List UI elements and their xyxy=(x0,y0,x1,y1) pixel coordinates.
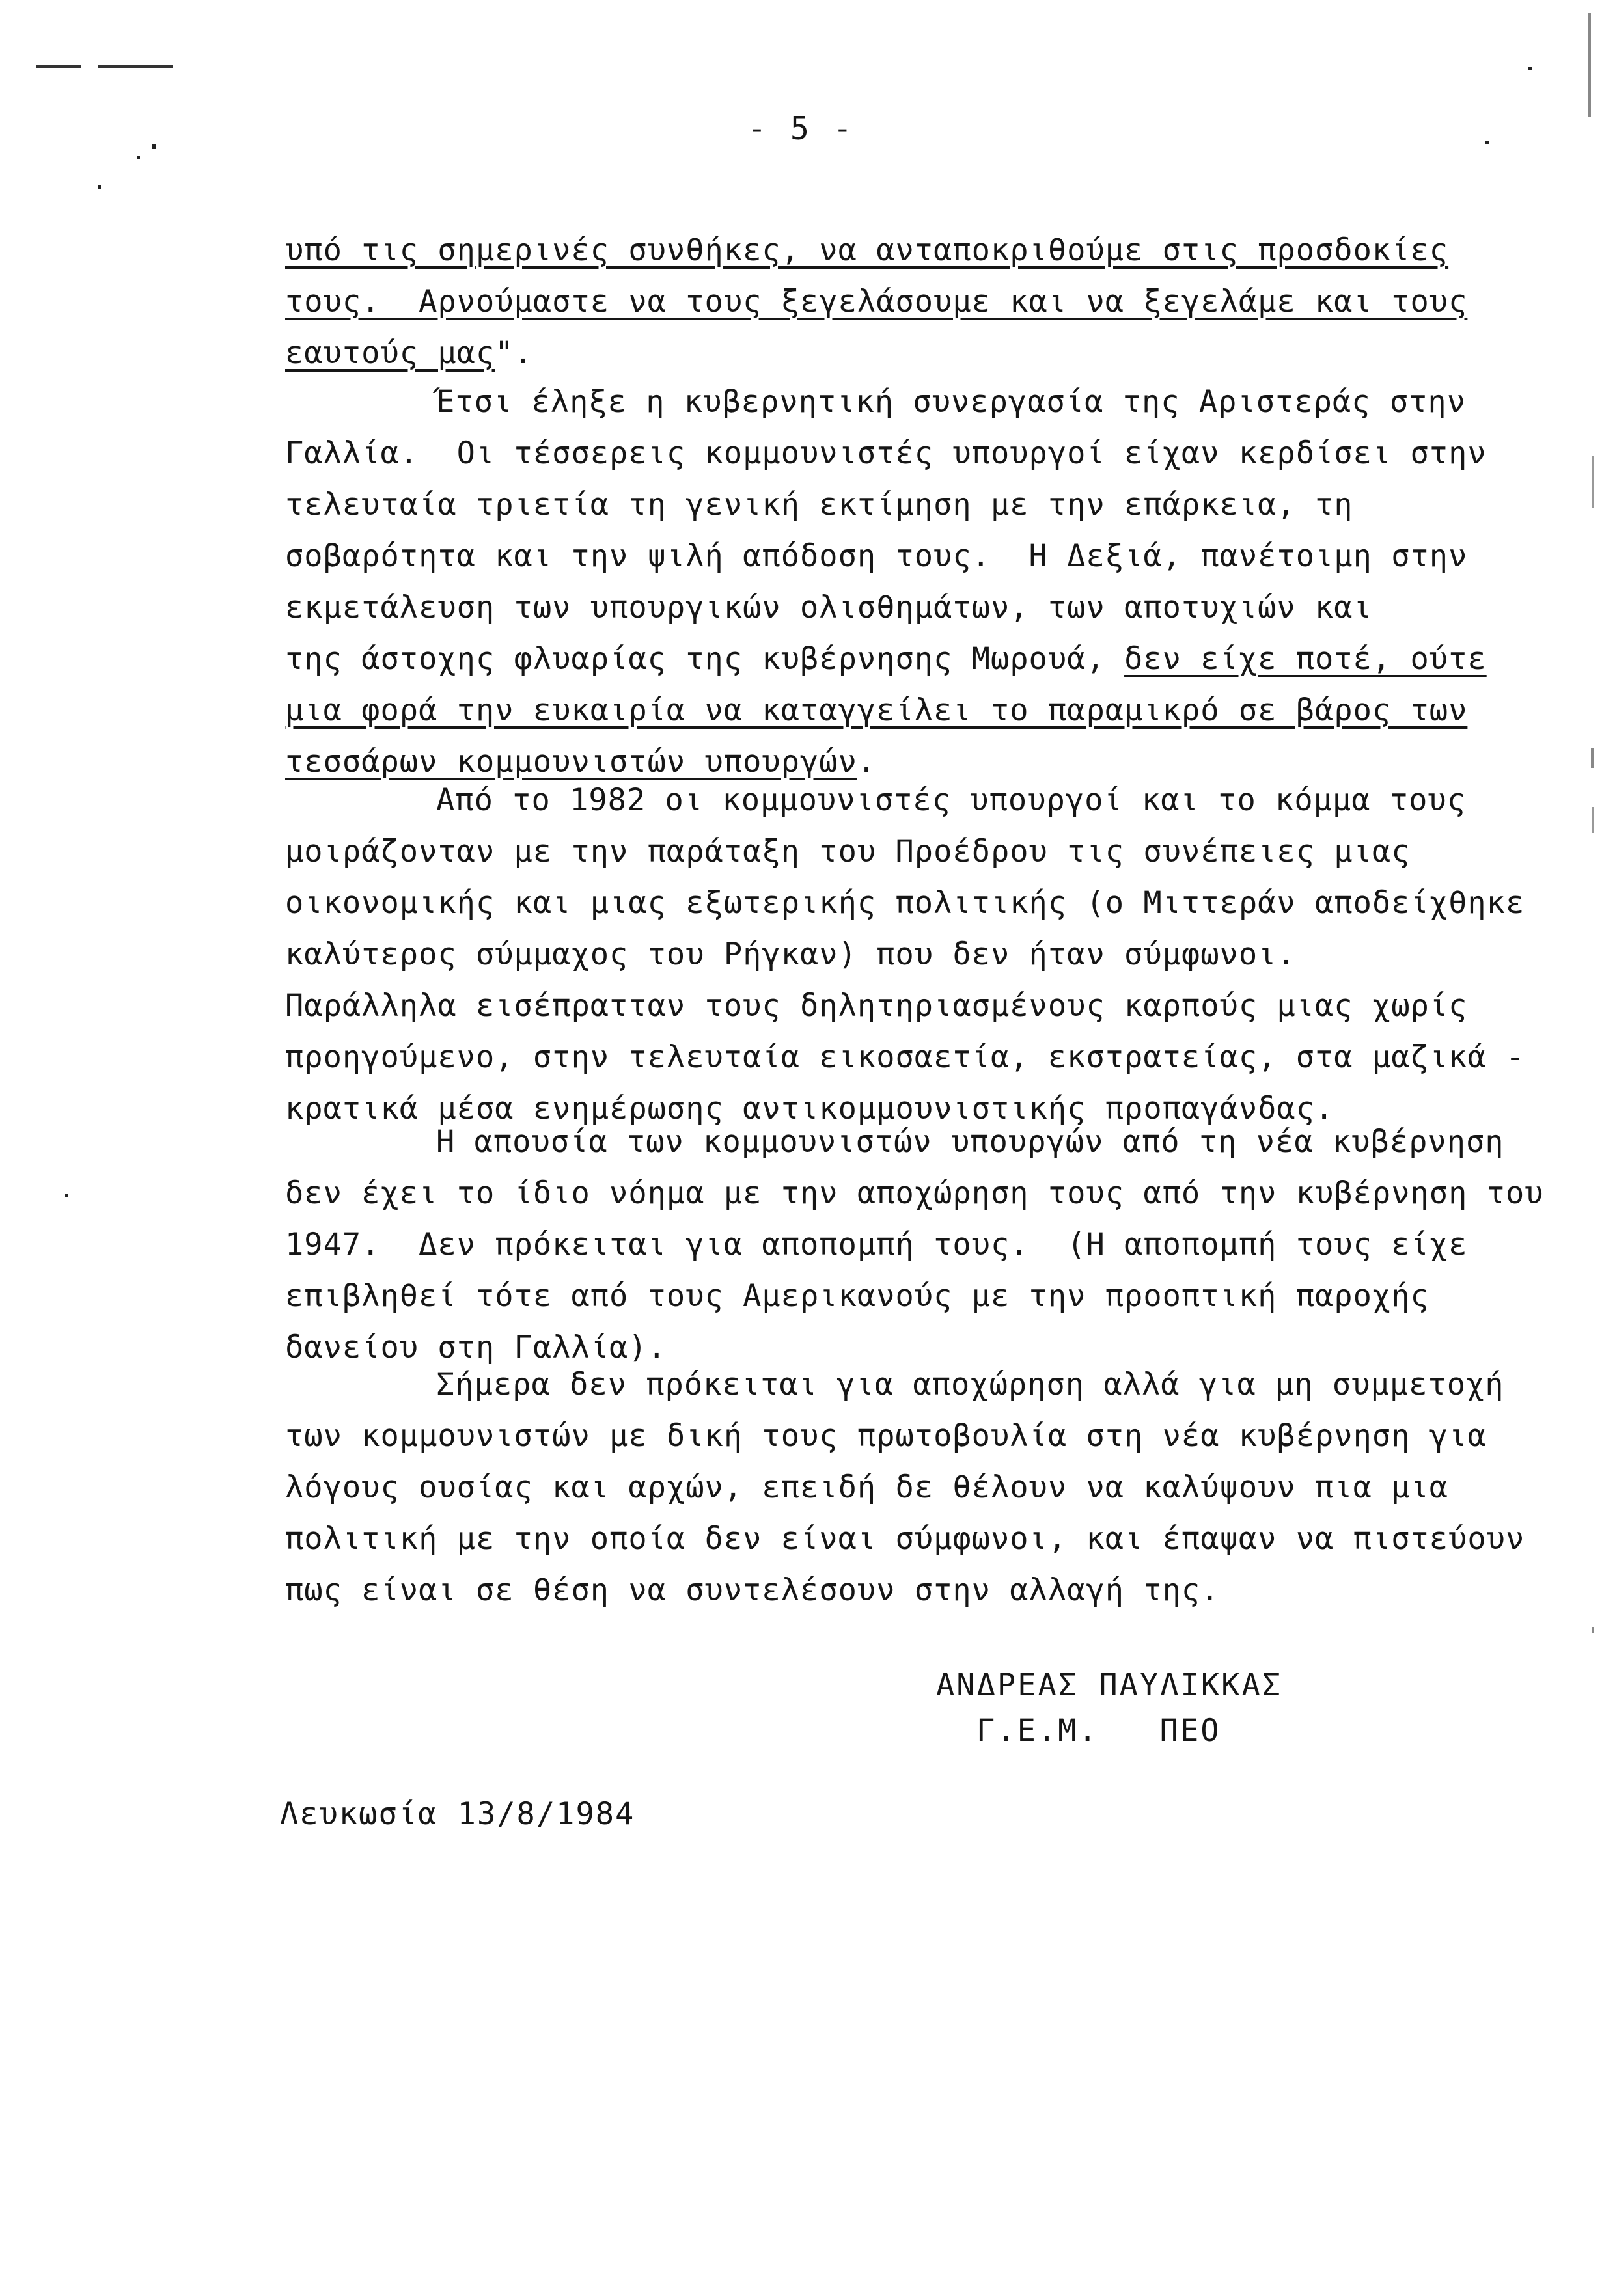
scan-mark xyxy=(65,1194,68,1197)
text-fragment: . xyxy=(857,744,877,780)
text-line: Έτσι έληξε η κυβερνητική συνεργασία της Αριστεράς στην xyxy=(436,384,1467,420)
text-line: καλύτερος σύμμαχος του Ρήγκαν) που δεν ήταν σύμφωνοι. xyxy=(285,936,1296,972)
underlined-text: μια φορά την ευκαιρία να καταγγείλει το παραμικρό σε βάρος των xyxy=(285,692,1468,728)
text-line: δανείου στη Γαλλία). xyxy=(285,1330,667,1365)
signature-title: Γ.Ε.Μ. ΠΕΟ xyxy=(976,1713,1221,1749)
text-line: Γαλλία. Οι τέσσερεις κομμουνιστές υπουργοί είχαν κερδίσει στην xyxy=(285,435,1487,471)
text-line: λόγους ουσίας και αρχών, επειδή δε θέλουν να καλύψουν πια μια xyxy=(285,1469,1449,1505)
scan-mark xyxy=(1588,13,1591,117)
scan-mark xyxy=(1485,141,1489,144)
text-line: Παράλληλα εισέπρατταν τους δηλητηριασμένους καρπούς μιας χωρίς xyxy=(285,988,1468,1024)
text-line: εκμετάλευση των υπουργικών ολισθημάτων, των αποτυχιών και xyxy=(285,590,1372,625)
paragraph-4 xyxy=(285,1359,1574,1616)
text-fragment: ". xyxy=(495,335,533,371)
scan-mark xyxy=(137,156,140,159)
scan-mark xyxy=(1591,748,1594,768)
text-line xyxy=(285,276,1574,327)
underlined-text: τεσσάρων κομμουνιστών υπουργών xyxy=(285,744,857,780)
text-line: μοιράζονταν με την παράταξη του Προέδρου τις συνέπειες μιας xyxy=(285,834,1411,869)
scan-mark xyxy=(1592,807,1594,833)
underlined-text: δεν είχε ποτέ, ούτε xyxy=(1124,641,1487,677)
paragraph-2 xyxy=(285,774,1574,1134)
scan-mark xyxy=(1592,456,1594,508)
text-line: Η απουσία των κομμουνιστών υπουργών από τη νέα κυβέρνηση xyxy=(436,1124,1504,1160)
page-number: - 5 - xyxy=(747,111,855,147)
underlined-text: εαυτούς μας xyxy=(285,335,495,371)
text-line xyxy=(285,327,1574,379)
scan-mark xyxy=(1592,1627,1594,1633)
scan-mark xyxy=(152,144,156,149)
underlined-text: τους. Αρνούμαστε να τους ξεγελάσουμε και να ξεγελάμε και τους xyxy=(285,284,1468,320)
text-line: Από το 1982 οι κομμουνιστές υπουργοί και το κόμμα τους xyxy=(436,782,1467,818)
signature-name: ΑΝΔΡΕΑΣ ΠΑΥΛΙΚΚΑΣ xyxy=(936,1667,1283,1703)
place-date: Λευκωσία 13/8/1984 xyxy=(280,1796,635,1832)
underlined-text: υπό τις σημερινές συνθήκες, να ανταποκριθούμε στις προσδοκίες xyxy=(285,232,1449,268)
text-line: οικονομικής και μιας εξωτερικής πολιτικής (ο Μιττεράν αποδείχθηκε xyxy=(285,885,1525,921)
text-line: τελευταία τριετία τη γενική εκτίμηση με την επάρκεια, τη xyxy=(285,487,1353,523)
text-line xyxy=(285,633,1574,685)
text-line: πολιτική με την οποία δεν είναι σύμφωνοι, και έπαψαν να πιστεύουν xyxy=(285,1521,1525,1557)
text-line xyxy=(285,685,1574,736)
text-line: Σήμερα δεν πρόκειται για αποχώρηση αλλά για μη συμμετοχή xyxy=(436,1367,1504,1402)
paragraph-3 xyxy=(285,1116,1574,1373)
text-line: κρατικά μέσα ενημέρωσης αντικομμουνιστικής προπαγάνδας. xyxy=(285,1091,1334,1127)
scan-mark xyxy=(36,65,81,68)
text-line xyxy=(285,225,1574,276)
paragraph-1 xyxy=(285,376,1574,787)
scan-mark xyxy=(98,65,173,68)
text-line: των κομμουνιστών με δική τους πρωτοβουλία στη νέα κυβέρνηση για xyxy=(285,1418,1487,1454)
text-line: πως είναι σε θέση να συντελέσουν στην αλλαγή της. xyxy=(285,1572,1220,1608)
text-line: δεν έχει το ίδιο νόημα με την αποχώρηση τους από την κυβέρνηση του xyxy=(285,1175,1544,1211)
scan-mark xyxy=(98,185,101,189)
quotation-ending xyxy=(285,225,1574,379)
scan-mark xyxy=(1528,67,1532,70)
text-line: επιβληθεί τότε από τους Αμερικανούς με την προοπτική παροχής xyxy=(285,1278,1429,1314)
text-line: σοβαρότητα και την ψιλή απόδοση τους. Η Δεξιά, πανέτοιμη στην xyxy=(285,538,1468,574)
text-line: προηγούμενο, στην τελευταία εικοσαετία, εκστρατείας, στα μαζικά - xyxy=(285,1039,1525,1075)
text-fragment: της άστοχης φλυαρίας της κυβέρνησης Μωρουά, xyxy=(285,641,1125,677)
text-line: 1947. Δεν πρόκειται για αποπομπή τους. (Η αποπομπή τους είχε xyxy=(285,1227,1468,1263)
